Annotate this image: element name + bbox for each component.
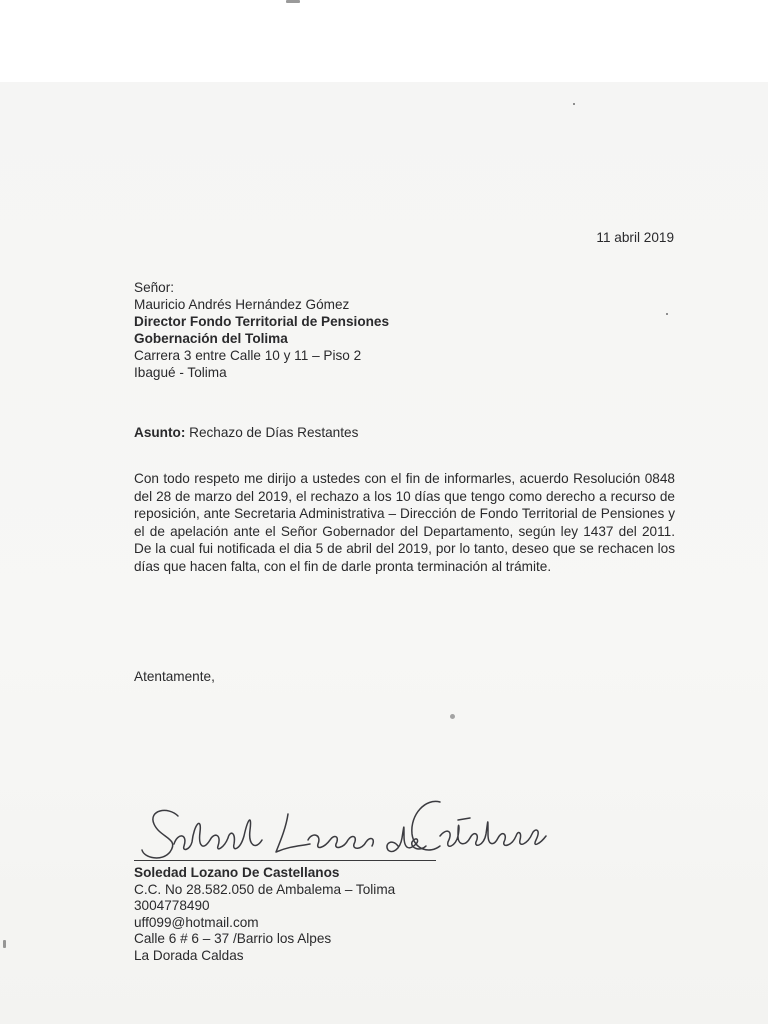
recipient-organization: Gobernación del Tolima (134, 331, 288, 346)
handwritten-signature (140, 780, 550, 870)
recipient-block (134, 279, 389, 381)
recipient-name: Mauricio Andrés Hernández Gómez (134, 297, 350, 312)
recipient-title: Director Fondo Territorial de Pensiones (134, 314, 390, 329)
sender-city: La Dorada Caldas (134, 947, 244, 963)
sender-address: Calle 6 # 6 – 37 /Barrio los Alpes (134, 931, 332, 947)
signature-line (134, 860, 436, 861)
recipient-salutation: Señor: (134, 280, 175, 295)
recipient-city: Ibagué - Tolima (134, 365, 227, 380)
subject-text: Rechazo de Días Restantes (185, 425, 359, 440)
sender-email: uff099@hotmail.com (134, 914, 259, 930)
scan-speck (3, 940, 6, 948)
closing: Atentamente, (134, 669, 215, 684)
letter-date: 11 abril 2019 (596, 230, 674, 245)
recipient-address: Carrera 3 entre Calle 10 y 11 – Piso 2 (134, 348, 362, 363)
subject-line (134, 424, 358, 441)
subject-label: Asunto: (134, 425, 186, 440)
sender-phone: 3004778490 (134, 898, 210, 914)
sender-name: Soledad Lozano De Castellanos (134, 865, 340, 880)
letter-body: Con todo respeto me dirijo a ustedes con el fin de informarles, acuerdo Resolución 0848 del 28 de marzo del 2019, el rechazo a los 10 días que tengo como derecho a recurso de reposición, ante Secretaria Administrativa – Dirección de Fondo Territorial de Pensiones y el de apelación ante el Señor Gobernador del Departamento, según ley 1437 del 2011. De la cual fui notificada el dia 5 de abril del 2019, por lo tanto, deseo que se rechacen los días que hacen falta, con el fin de darle pronta terminación al trámite. (134, 471, 675, 574)
scan-top-band (0, 0, 768, 82)
scan-speck (573, 103, 575, 105)
scan-mark (286, 0, 300, 3)
sender-id: C.C. No 28.582.050 de Ambalema – Tolima (134, 881, 396, 897)
scan-speck (450, 714, 455, 719)
sender-block (134, 864, 395, 964)
scan-speck (666, 313, 668, 315)
